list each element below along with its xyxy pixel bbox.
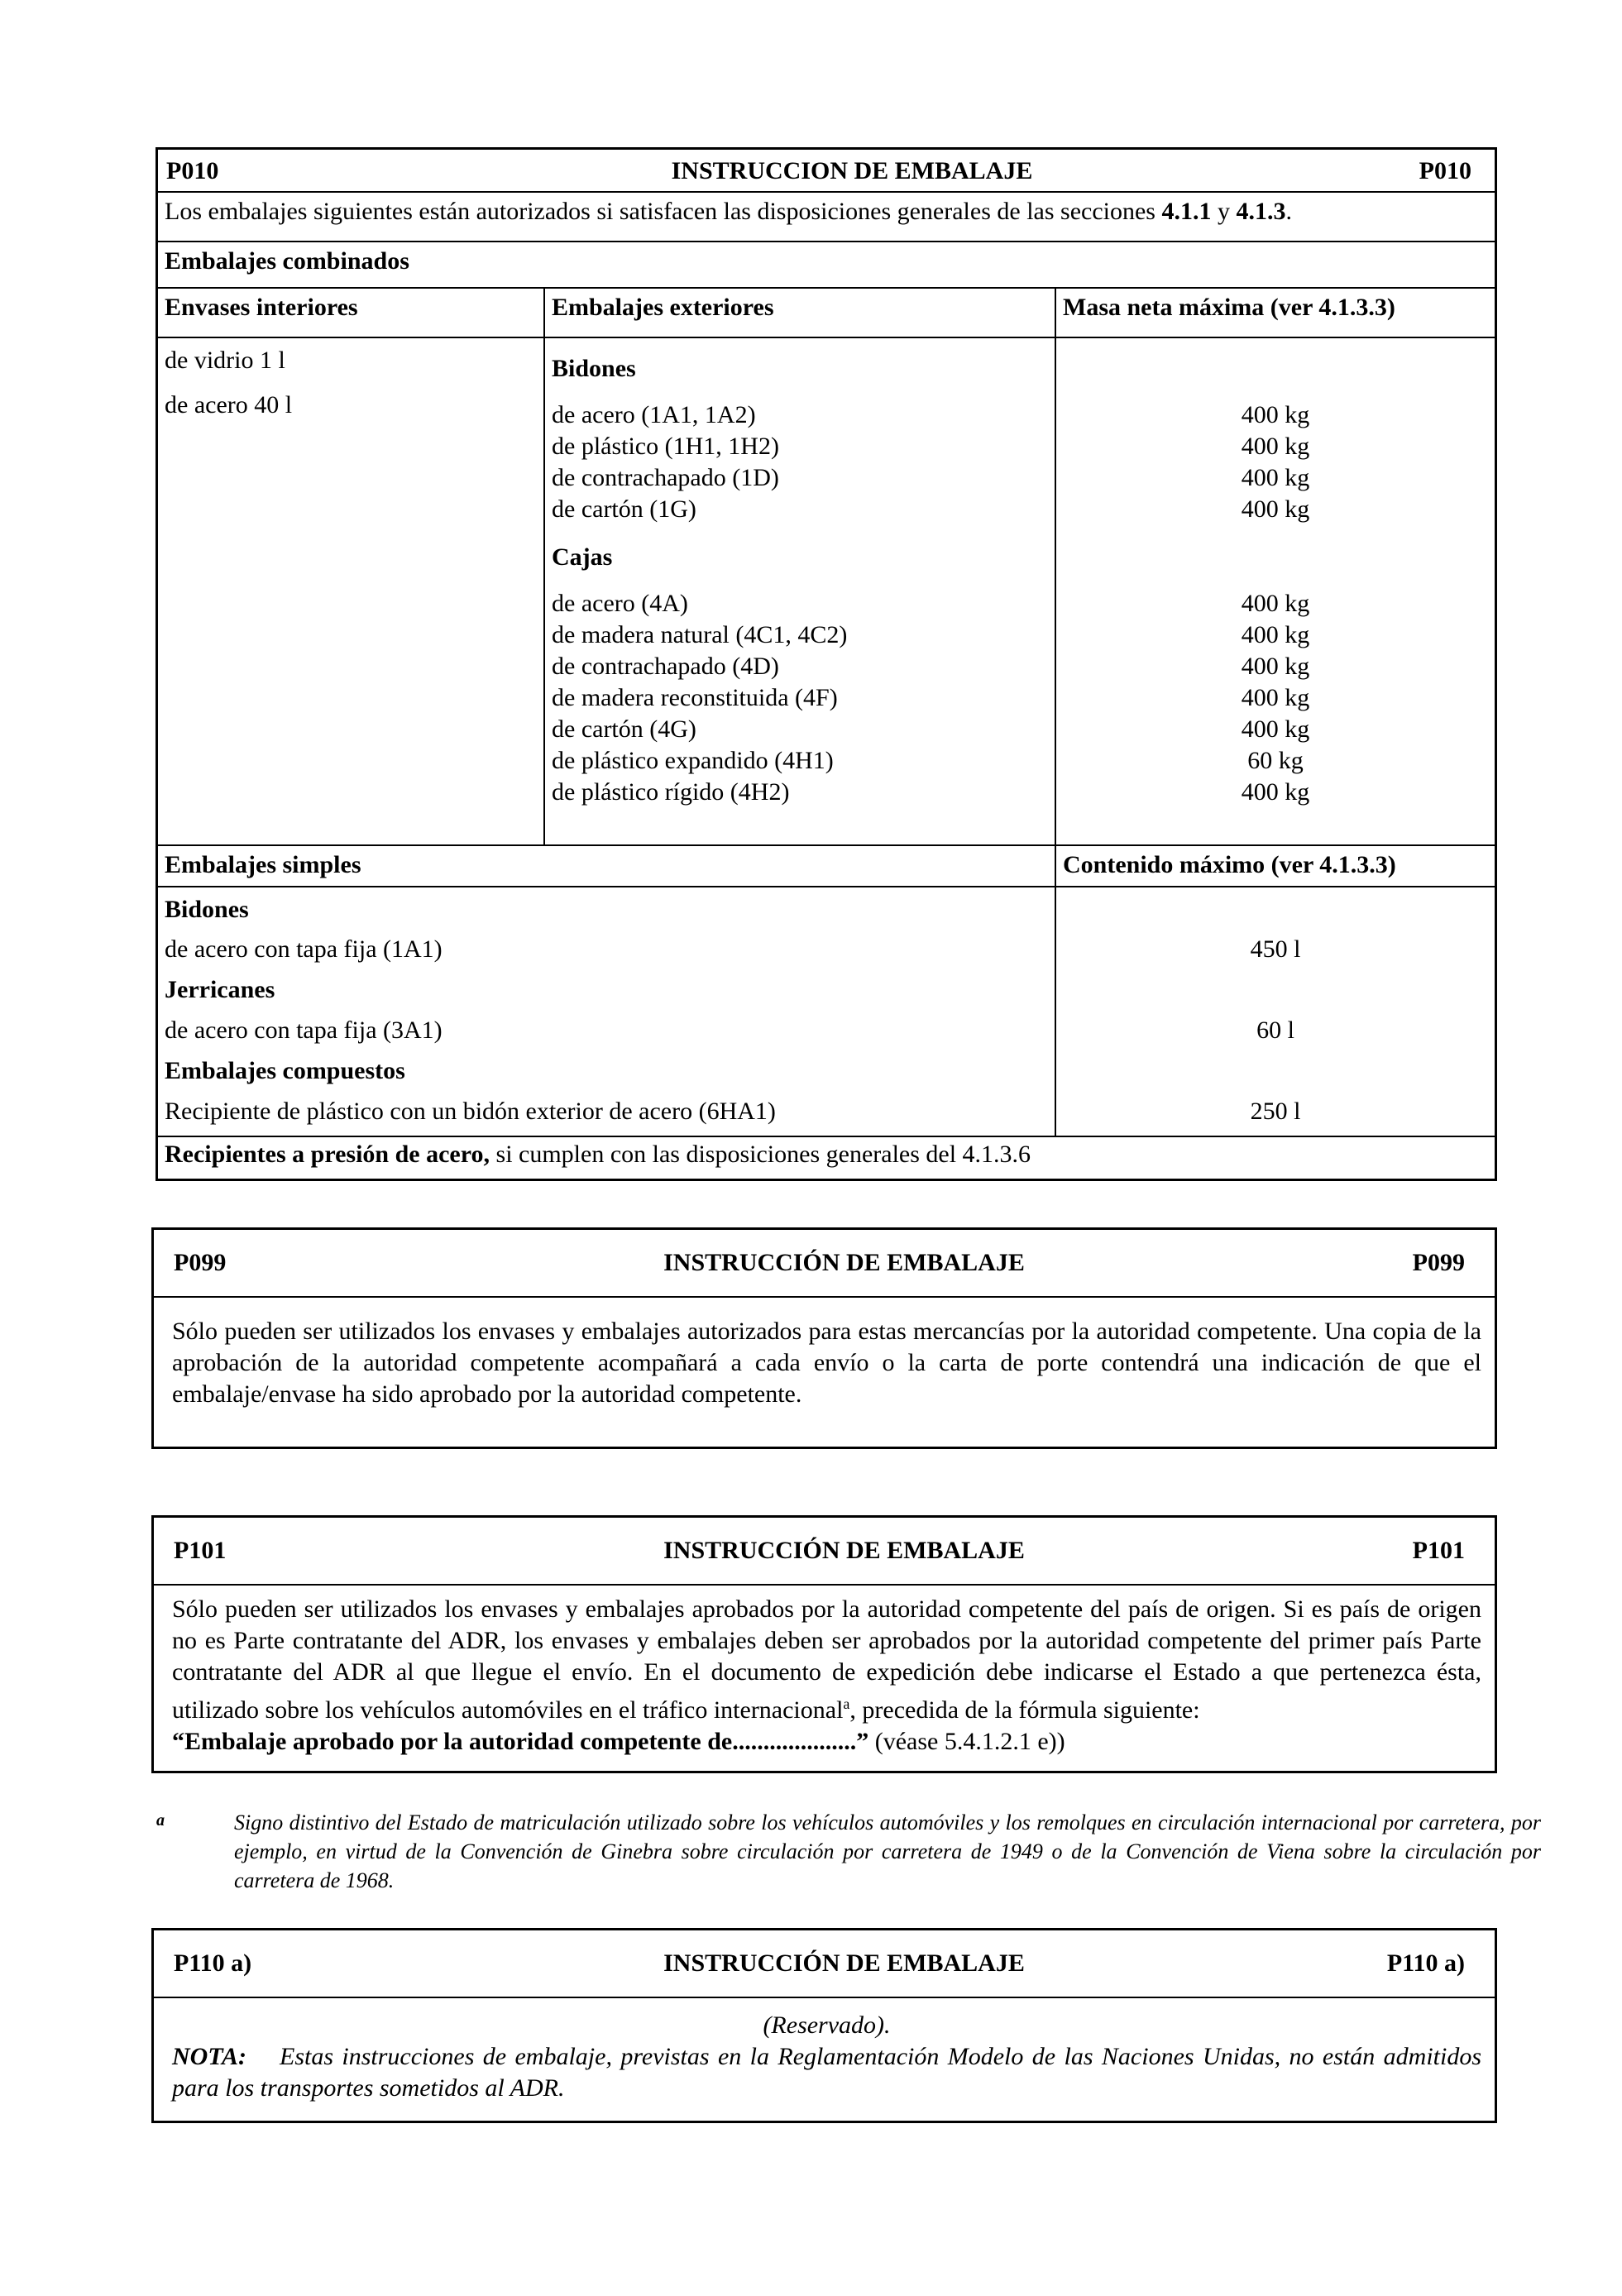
- p101-body-text-2: , precedida de la fórmula siguiente:: [849, 1696, 1200, 1724]
- p010-intro-end: .: [1285, 198, 1292, 225]
- p099-code-left: P099: [174, 1248, 227, 1276]
- p101-box: [151, 1515, 1497, 1773]
- p101-formula: “Embalaje aprobado por la autoridad competente de....................”: [172, 1728, 869, 1755]
- p110-nota: [172, 2041, 1481, 2104]
- boxes-list: [552, 588, 1048, 808]
- single-drum-value: 450 l: [1250, 935, 1301, 963]
- p110-title: INSTRUCCIÓN DE EMBALAJE: [663, 1949, 1025, 1977]
- p010-title: INSTRUCCION DE EMBALAJE: [671, 156, 1033, 184]
- p101-header: [154, 1518, 1495, 1586]
- p010-intro-and: y: [1217, 198, 1230, 225]
- combined-col-headers: [158, 287, 1495, 337]
- drum-item: de cartón (1G): [552, 495, 696, 523]
- box-item: de plástico rígido (4H2): [552, 778, 790, 806]
- p099-header: [154, 1230, 1495, 1298]
- p110-code-left: P110 a): [174, 1949, 252, 1977]
- box-item: de acero (4A): [552, 590, 688, 617]
- p010-intro-text: Los embalajes siguientes están autorizados si satisfacen las disposiciones generales de las secciones: [165, 198, 1155, 225]
- content-list: [1055, 887, 1495, 1136]
- p101-body-text: Sólo pueden ser utilizados los envases y embalajes aprobados por la autoridad competente del país de origen. Si es país de origen no es Parte contratante del ADR, los envases y embalajes deben ser aprobados por la autoridad competente del primer país Parte contratante del ADR al que llegue el envío. En el documento de expedición debe indicarse el Estado a que pertenezca ésta, utilizado sobre los vehículos automóviles en el tráfico internacional: [172, 1595, 1481, 1724]
- single-body: [158, 886, 1495, 1136]
- single-drums-heading: Bidones: [165, 896, 249, 923]
- inner-item: de vidrio 1 l: [165, 347, 285, 374]
- combined-heading: Embalajes combinados: [158, 241, 1495, 287]
- p010-code-left: P010: [166, 156, 219, 184]
- box-mass: 400 kg: [1241, 590, 1310, 617]
- p099-title: INSTRUCCIÓN DE EMBALAJE: [663, 1248, 1025, 1276]
- drum-mass: 400 kg: [1241, 495, 1310, 523]
- box-mass: 400 kg: [1241, 715, 1310, 743]
- boxes-heading: Cajas: [552, 543, 613, 571]
- drum-mass: 400 kg: [1241, 433, 1310, 460]
- p010-code-right: P010: [1419, 156, 1471, 184]
- p110-code-right: P110 a): [1386, 1949, 1465, 1977]
- p110-reserved: (Reservado).: [763, 2011, 891, 2039]
- combined-body: [158, 337, 1495, 844]
- inner-item: de acero 40 l: [165, 391, 293, 419]
- p010-intro: [158, 191, 1495, 241]
- drums-heading: Bidones: [552, 355, 636, 382]
- footnote-mark: a: [156, 1811, 165, 1830]
- p110-body: [154, 1998, 1495, 2112]
- box-item: de madera reconstituida (4F): [552, 684, 838, 711]
- p110-nota-label: NOTA:: [172, 2043, 246, 2070]
- p010-intro-ref1: 4.1.1: [1161, 198, 1212, 225]
- outer-list: [543, 338, 1055, 844]
- box-item: de cartón (4G): [552, 715, 696, 743]
- p110-nota-text: Estas instrucciones de embalaje, previstas en la Reglamentación Modelo de las Naciones Unidas, no están admitidos para los transportes sometidos al ADR.: [172, 2043, 1481, 2102]
- col-inner-header: Envases interiores: [165, 294, 358, 321]
- drum-item: de contrachapado (1D): [552, 464, 779, 491]
- jerrican-value: 60 l: [1256, 1016, 1294, 1044]
- box-mass: 400 kg: [1241, 778, 1310, 806]
- box-mass: 400 kg: [1241, 621, 1310, 648]
- pressure-row: [158, 1136, 1495, 1179]
- jerricans-heading: Jerricanes: [165, 976, 275, 1003]
- drum-item: de acero (1A1, 1A2): [552, 401, 756, 428]
- composite-heading: Embalajes compuestos: [165, 1057, 405, 1084]
- footnote: [151, 1808, 1541, 1895]
- p101-body: [154, 1586, 1495, 1766]
- p101-formula-ref: (véase 5.4.1.2.1 e)): [874, 1728, 1065, 1755]
- p099-code-right: P099: [1412, 1248, 1465, 1276]
- col-outer-header: Embalajes exteriores: [543, 289, 1055, 337]
- box-mass: 400 kg: [1241, 684, 1310, 711]
- box-item: de madera natural (4C1, 4C2): [552, 621, 848, 648]
- drum-mass: 400 kg: [1241, 401, 1310, 428]
- single-heading: Embalajes simples: [165, 851, 361, 878]
- p101-title: INSTRUCCIÓN DE EMBALAJE: [663, 1536, 1025, 1564]
- p010-intro-ref2: 4.1.3: [1236, 198, 1286, 225]
- drum-mass: 400 kg: [1241, 464, 1310, 491]
- single-list: [158, 887, 1055, 1136]
- p010-table: [156, 147, 1497, 1181]
- p099-body: Sólo pueden ser utilizados los envases y embalajes autorizados para estas mercancías por la autoridad competente. Una copia de la aprobación de la autoridad competente acompañará a cada envío o la carta de porte contendrá una indicación de que el embalaje/envase ha sido aprobado por la autoridad competente.: [172, 1318, 1481, 1408]
- footnote-text: Signo distintivo del Estado de matriculación utilizado sobre los vehículos automóviles y los remolques en circulación internacional por carretera, por ejemplo, en virtud de la Convención de Ginebra sobre circulación por carretera de 1949 o de la Convención de Viena sobre la circulación por carretera de 1968.: [234, 1810, 1541, 1892]
- p110-header: [154, 1930, 1495, 1998]
- drum-item: de plástico (1H1, 1H2): [552, 433, 779, 460]
- col-content-header: Contenido máximo (ver 4.1.3.3): [1055, 846, 1495, 886]
- pressure-rest: si cumplen con las disposiciones generales del 4.1.3.6: [495, 1141, 1031, 1168]
- composite-value: 250 l: [1250, 1098, 1301, 1125]
- mass-list: [1055, 338, 1495, 844]
- p101-code-left: P101: [174, 1536, 227, 1564]
- single-drum-label: de acero con tapa fija (1A1): [165, 935, 443, 963]
- box-item: de contrachapado (4D): [552, 653, 779, 680]
- p110-box: [151, 1928, 1497, 2123]
- drums-list: [552, 399, 1048, 525]
- p010-header: [158, 150, 1495, 191]
- box-mass: 60 kg: [1247, 747, 1304, 774]
- box-mass: 400 kg: [1241, 653, 1310, 680]
- jerrican-label: de acero con tapa fija (3A1): [165, 1016, 443, 1044]
- pressure-bold: Recipientes a presión de acero,: [165, 1141, 490, 1168]
- inner-list: [158, 338, 543, 844]
- box-item: de plástico expandido (4H1): [552, 747, 834, 774]
- p099-box: [151, 1227, 1497, 1449]
- single-header-row: [158, 844, 1495, 886]
- composite-label: Recipiente de plástico con un bidón exterior de acero (6HA1): [165, 1098, 776, 1125]
- col-mass-header: Masa neta máxima (ver 4.1.3.3): [1055, 289, 1495, 337]
- p101-footnote-ref: a: [843, 1696, 850, 1712]
- p101-code-right: P101: [1412, 1536, 1465, 1564]
